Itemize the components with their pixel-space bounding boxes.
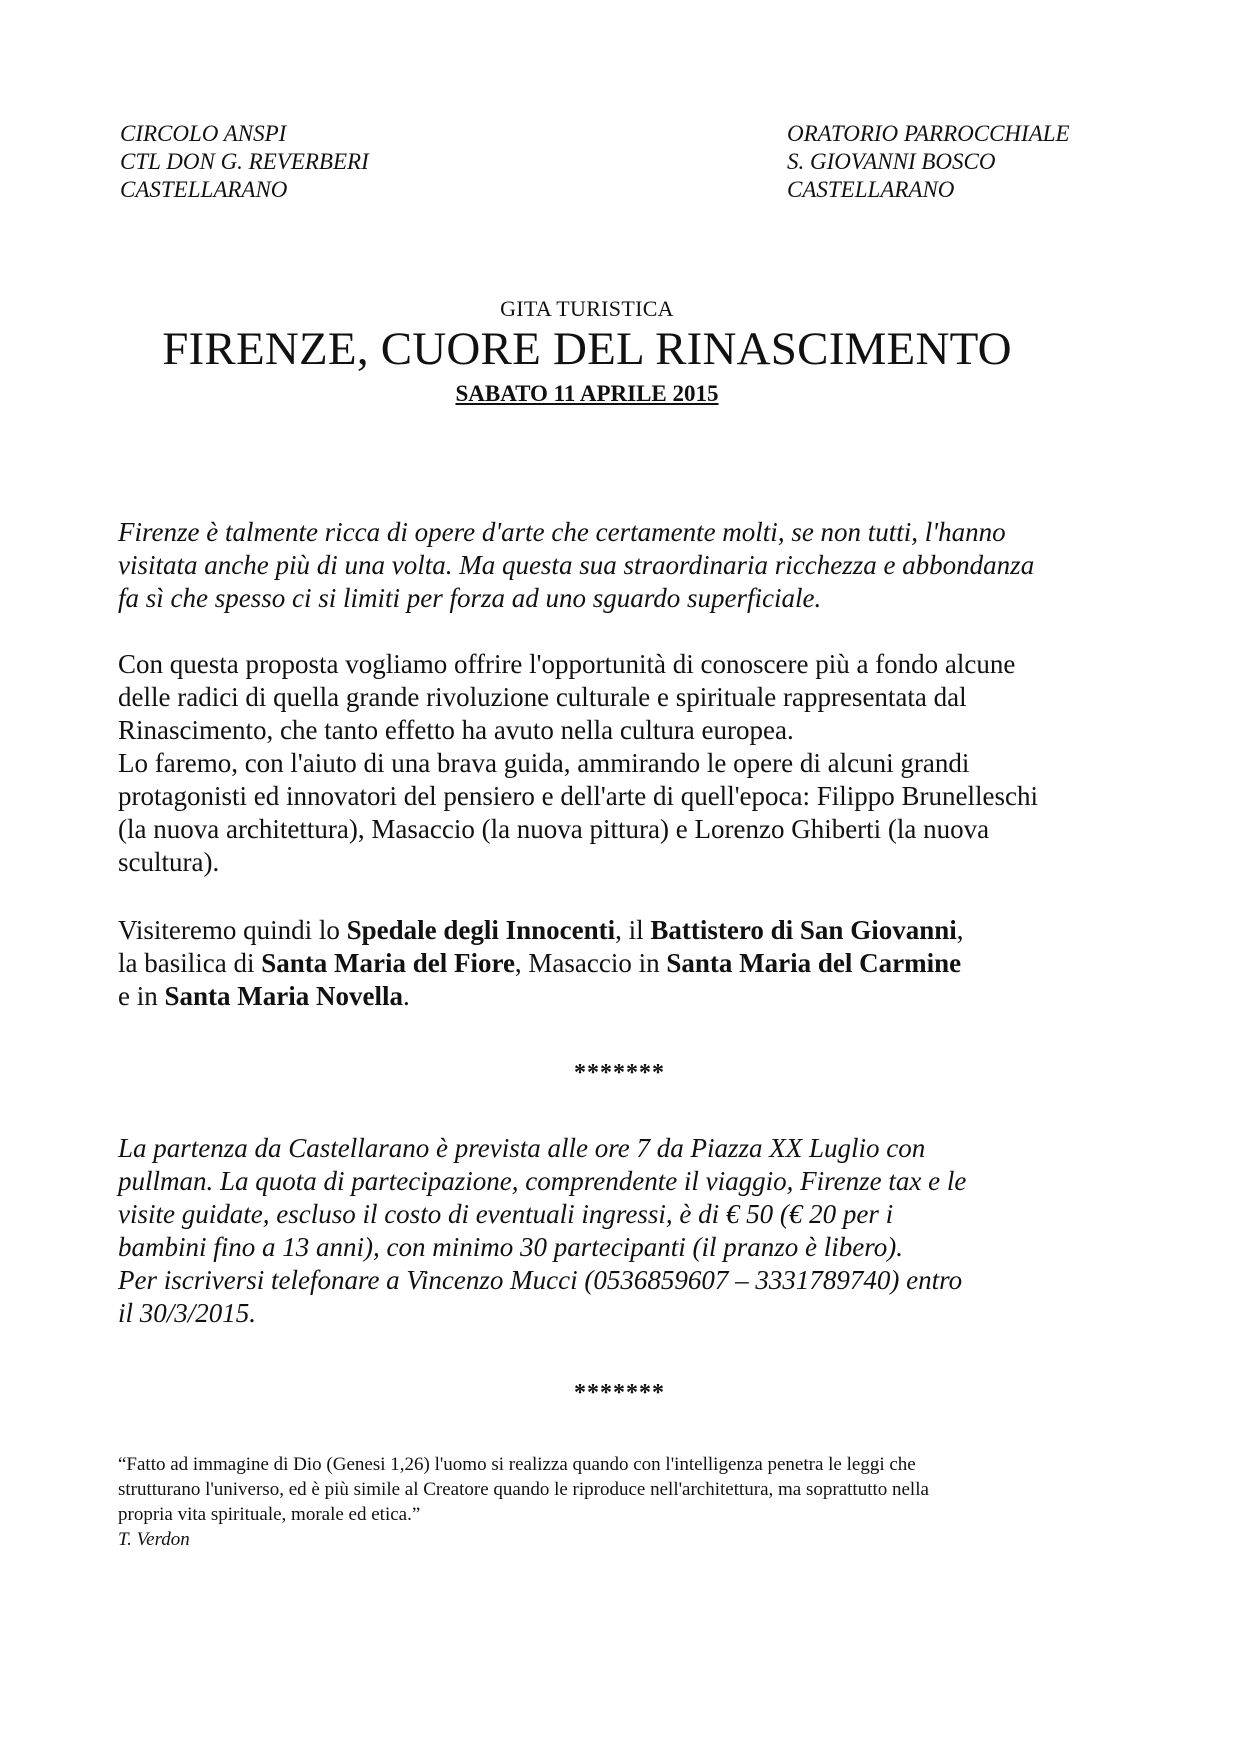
header-left-organization [120, 120, 369, 204]
separator: ******* [574, 1380, 665, 1406]
visits-paragraph [118, 914, 1128, 1013]
logistics-line: La partenza da Castellarano è prevista alle ore 7 da Piazza XX Luglio con [118, 1133, 926, 1163]
proposal-line: scultura). [118, 847, 220, 877]
page-title: FIRENZE, CUORE DEL RINASCIMENTO [162, 323, 1012, 375]
event-date: SABATO 11 APRILE 2015 [455, 381, 719, 406]
visit-santa-maria-del-fiore: Santa Maria del Fiore [261, 948, 515, 978]
logistics-line: pullman. La quota di partecipazione, comprendente il viaggio, Firenze tax e le [118, 1166, 967, 1196]
proposal-line: protagonisti ed innovatori del pensiero e dell'arte di quell'epoca: Filippo Brunelleschi [118, 781, 1038, 811]
proposal-paragraph [118, 648, 1128, 879]
intro-line: visitata anche più di una volta. Ma questa sua straordinaria ricchezza e abbondanza [118, 550, 1035, 580]
logistics-line: il 30/3/2015. [118, 1298, 257, 1328]
quote-author: T. Verdon [118, 1529, 190, 1550]
header-right-line: S. GIOVANNI BOSCO [787, 149, 996, 174]
visits-text: , il [615, 915, 651, 945]
visits-text: . [402, 981, 410, 1011]
separator: ******* [574, 1060, 665, 1086]
quote-line: “Fatto ad immagine di Dio (Genesi 1,26) l'uomo si realizza quando con l'intelligenza penetra le leggi che [118, 1454, 916, 1475]
intro-line: Firenze è talmente ricca di opere d'arte che certamente molti, se non tutti, l'hanno [118, 517, 1006, 547]
logistics-paragraph [118, 1132, 1128, 1330]
visits-line [118, 947, 1128, 980]
logistics-line: visite guidate, escluso il costo di eventuali ingressi, è di € 50 (€ 20 per i [118, 1199, 894, 1229]
closing-quote [118, 1452, 1128, 1552]
visit-santa-maria-novella: Santa Maria Novella [164, 981, 403, 1011]
visits-text: Visiteremo quindi lo [118, 915, 347, 945]
logistics-line: Per iscriversi telefonare a Vincenzo Mucci (0536859607 – 3331789740) entro [118, 1265, 963, 1295]
proposal-line: Con questa proposta vogliamo offrire l'opportunità di conoscere più a fondo alcune [118, 649, 1016, 679]
visits-text: e in [118, 981, 165, 1011]
visit-spedale-innocenti: Spedale degli Innocenti [346, 915, 616, 945]
event-kicker: GITA TURISTICA [500, 296, 674, 321]
proposal-line: delle radici di quella grande rivoluzione culturale e spirituale rappresentata dal [118, 682, 967, 712]
header-right-line: ORATORIO PARROCCHIALE [787, 121, 1070, 146]
visits-text: la basilica di [118, 948, 262, 978]
visits-text: , Masaccio in [514, 948, 667, 978]
visits-line [118, 980, 1128, 1013]
visit-santa-maria-del-carmine: Santa Maria del Carmine [666, 948, 962, 978]
header-left-line: CIRCOLO ANSPI [120, 121, 287, 146]
visit-battistero: Battistero di San Giovanni [650, 915, 957, 945]
proposal-line: Lo faremo, con l'aiuto di una brava guida, ammirando le opere di alcuni grandi [118, 748, 970, 778]
quote-line: strutturano l'universo, ed è più simile al Creatore quando le riproduce nell'architettura, ma soprattutto nella [118, 1479, 929, 1500]
intro-paragraph [118, 516, 1128, 615]
header-left-line: CTL DON G. REVERBERI [120, 149, 369, 174]
header-right-organization [787, 120, 1070, 204]
header-left-line: CASTELLARANO [120, 177, 288, 202]
visits-line [118, 914, 1128, 947]
intro-line: fa sì che spesso ci si limiti per forza ad uno sguardo superficiale. [118, 583, 822, 613]
quote-line: propria vita spirituale, morale ed etica.” [118, 1504, 421, 1525]
logistics-line: bambini fino a 13 anni), con minimo 30 partecipanti (il pranzo è libero). [118, 1232, 903, 1262]
proposal-line: (la nuova architettura), Masaccio (la nuova pittura) e Lorenzo Ghiberti (la nuova [118, 814, 990, 844]
header-right-line: CASTELLARANO [787, 177, 955, 202]
visits-text: , [956, 915, 964, 945]
proposal-line: Rinascimento, che tanto effetto ha avuto nella cultura europea. [118, 715, 794, 745]
